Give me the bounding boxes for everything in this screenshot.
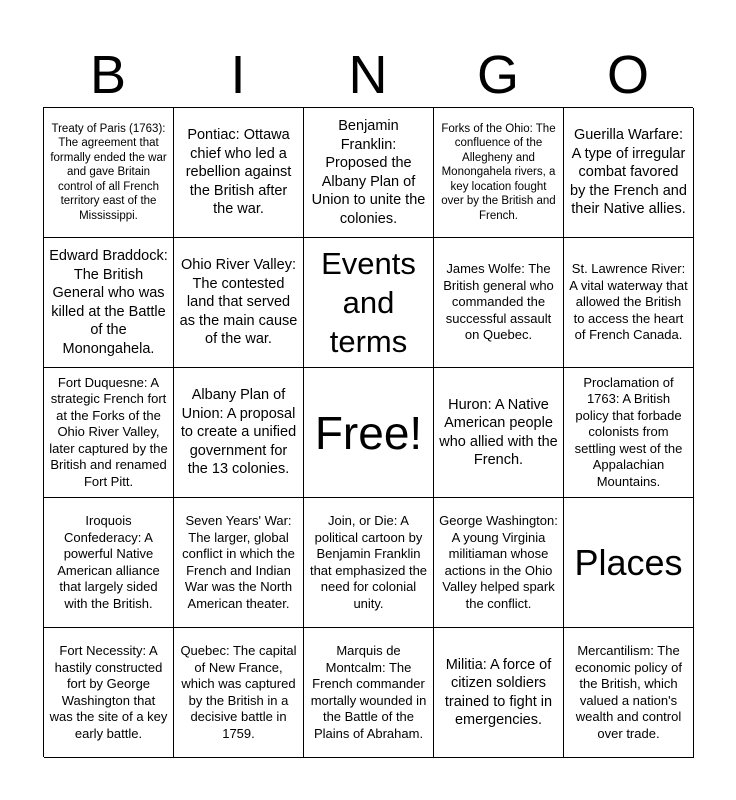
bingo-cell-r3-c1[interactable]: [44, 368, 174, 498]
bingo-cell-r2-c1[interactable]: [44, 238, 174, 368]
bingo-cell-r4-c5[interactable]: [564, 498, 694, 628]
bingo-cell-free-space[interactable]: [304, 368, 434, 498]
cell-text: Marquis de Montcalm: The French commander mortally wounded in the Battle of the Plains of Abraham.: [310, 643, 427, 741]
cell-text: Benjamin Franklin: Proposed the Albany Plan of Union to unite the colonies.: [311, 118, 426, 227]
cell-text: Join, or Die: A political cartoon by Benjamin Franklin that emphasized the need for colonial unity.: [309, 513, 428, 611]
cell-text: Edward Braddock: The British General who was killed at the Battle of the Monongahela.: [49, 248, 168, 357]
cell-text: Mercantilism: The economic policy of the British, which valued a nation's wealth and control over trade.: [575, 643, 682, 741]
bingo-cell-r4-c2[interactable]: [174, 498, 304, 628]
bingo-cell-r3-c4[interactable]: [434, 368, 564, 498]
bingo-cell-r1-c1[interactable]: [44, 108, 174, 238]
header-letter-b: B: [89, 45, 127, 105]
bingo-cell-r2-c4[interactable]: [434, 238, 564, 368]
bingo-cell-r5-c1[interactable]: [44, 628, 174, 758]
cell-text: George Washington: A young Virginia militiaman whose actions in the Ohio Valley helped spark the conflict.: [439, 513, 558, 611]
cell-text: Seven Years' War: The larger, global conflict in which the French and Indian War was the North American theater.: [182, 513, 295, 611]
cell-text: Events and terms: [321, 246, 416, 359]
cell-text: Pontiac: Ottawa chief who led a rebellion against the British after the war.: [185, 127, 292, 218]
bingo-cell-r1-c2[interactable]: [174, 108, 304, 238]
bingo-cell-r5-c4[interactable]: [434, 628, 564, 758]
cell-text: Treaty of Paris (1763): The agreement that formally ended the war and gave Britain control of all French territory east of the Mississippi.: [50, 122, 167, 222]
cell-text: Fort Necessity: A hastily constructed fort by George Washington that was the site of a key early battle.: [49, 643, 168, 741]
cell-text: Quebec: The capital of New France, which was captured by the British in a decisive battle in 1759.: [180, 643, 297, 741]
cell-text: Fort Duquesne: A strategic French fort at the Forks of the Ohio River Valley, later captured by the British and renamed Fort Pitt.: [49, 374, 168, 489]
bingo-cell-r1-c3[interactable]: [304, 108, 434, 238]
bingo-cell-r5-c3[interactable]: [304, 628, 434, 758]
cell-text: James Wolfe: The British general who commanded the successful assault on Quebec.: [443, 261, 554, 343]
cell-text: Proclamation of 1763: A British policy that forbade colonists from settling west of the Appalachian Mountains.: [574, 374, 683, 489]
bingo-cell-r4-c3[interactable]: [304, 498, 434, 628]
cell-text: Albany Plan of Union: A proposal to create a unified government for the 13 colonies.: [180, 387, 297, 478]
cell-text: Militia: A force of citizen soldiers trained to fight in emergencies.: [444, 656, 553, 728]
bingo-cell-r3-c2[interactable]: [174, 368, 304, 498]
bingo-cell-r2-c3[interactable]: [304, 238, 434, 368]
cell-text: Iroquois Confederacy: A powerful Native American alliance that largely sided with the British.: [57, 513, 160, 611]
bingo-cell-r5-c5[interactable]: [564, 628, 694, 758]
bingo-cell-r1-c4[interactable]: [434, 108, 564, 238]
cell-text: Huron: A Native American people who allied with the French.: [439, 396, 558, 468]
bingo-cell-r2-c5[interactable]: [564, 238, 694, 368]
header-letter-o: O: [606, 45, 649, 105]
cell-text: Forks of the Ohio: The confluence of the Allegheny and Monongahela rivers, a key location fought over by the British and French.: [441, 122, 556, 222]
cell-text: Guerilla Warfare: A type of irregular combat favored by the French and their Native allies.: [570, 127, 687, 218]
bingo-cell-r5-c2[interactable]: [174, 628, 304, 758]
cell-text: Places: [574, 541, 683, 583]
cell-text: St. Lawrence River: A vital waterway that allowed the British to access the heart of French Canada.: [569, 261, 688, 343]
header-letter-i: I: [230, 45, 246, 105]
bingo-card-grid: [43, 107, 693, 757]
header-letter-g: G: [476, 45, 519, 105]
bingo-header: [43, 44, 693, 106]
bingo-cell-r1-c5[interactable]: [564, 108, 694, 238]
bingo-cell-r4-c1[interactable]: [44, 498, 174, 628]
cell-text: Ohio River Valley: The contested land that served as the main cause of the war.: [179, 257, 298, 348]
bingo-cell-r2-c2[interactable]: [174, 238, 304, 368]
free-space-label: Free!: [314, 406, 423, 459]
bingo-cell-r3-c5[interactable]: [564, 368, 694, 498]
header-letter-n: N: [348, 45, 388, 105]
bingo-cell-r4-c4[interactable]: [434, 498, 564, 628]
